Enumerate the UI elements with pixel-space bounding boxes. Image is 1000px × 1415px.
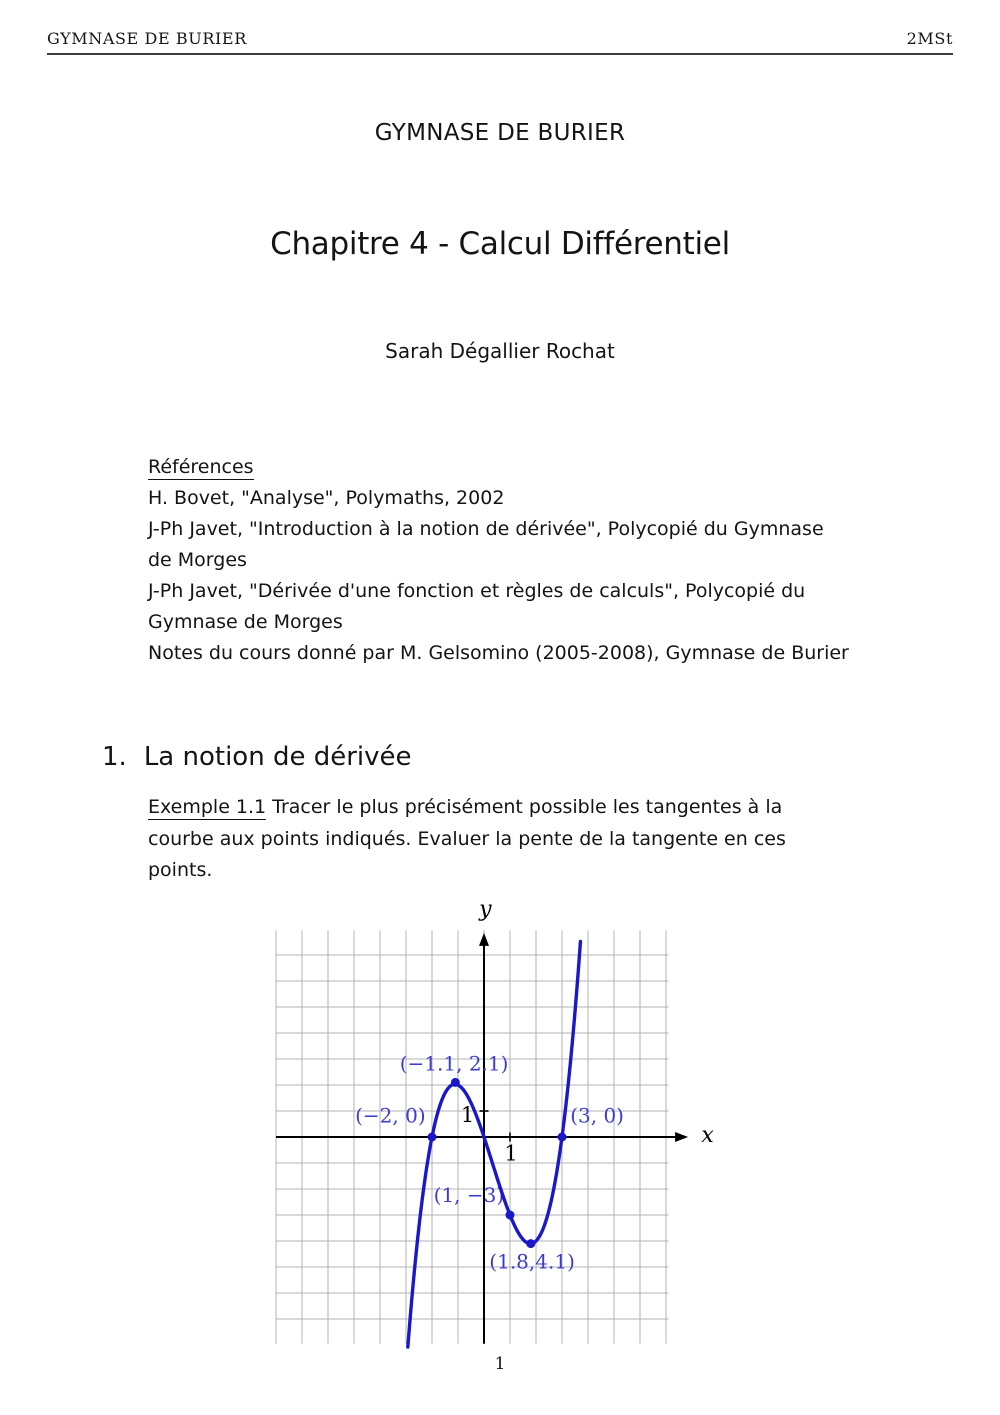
references-heading: Références: [148, 456, 254, 478]
reference-line: J-Ph Javet, "Dérivée d'une fonction et règles de calculs", Polycopié du: [148, 580, 806, 602]
header-rule: [47, 53, 953, 55]
reference-line: Notes du cours donné par M. Gelsomino (2005-2008), Gymnase de Burier: [148, 642, 849, 664]
curve-point: [558, 1133, 567, 1142]
tick-label: 1: [504, 1141, 518, 1166]
page-title: Chapitre 4 - Calcul Différentiel: [270, 226, 730, 262]
header-class-code: 2MSt: [906, 29, 953, 48]
reference-line: J-Ph Javet, "Introduction à la notion de dérivée", Polycopié du Gymnase: [148, 518, 824, 540]
y-axis-arrow: [479, 933, 489, 946]
curve-point: [506, 1211, 515, 1220]
reference-line: Gymnase de Morges: [148, 611, 343, 633]
section-heading: [102, 742, 412, 772]
y-axis-label: y: [479, 897, 492, 922]
section-number: 1.: [102, 742, 127, 772]
running-header: [47, 29, 953, 48]
figure-graph: [260, 895, 742, 1353]
x-axis-arrow: [675, 1132, 688, 1142]
x-axis-label: x: [701, 1123, 714, 1149]
curve-point: [428, 1133, 437, 1142]
page-number: 1: [494, 1354, 506, 1374]
function-curve: [408, 941, 581, 1347]
example-line: courbe aux points indiqués. Evaluer la pente de la tangente en ces: [148, 827, 786, 850]
curve-point: [451, 1078, 460, 1087]
example-line: Exemple 1.1 Tracer le plus précisément possible les tangentes à la: [148, 796, 783, 818]
reference-line: de Morges: [148, 549, 247, 571]
point-label: (−1.1, 2.1): [399, 1051, 509, 1076]
tick-label: 1: [460, 1102, 475, 1127]
point-label: (−2, 0): [355, 1103, 426, 1128]
point-label: (3, 0): [570, 1103, 624, 1128]
point-label: (1, −3): [433, 1183, 505, 1207]
author-name: Sarah Dégallier Rochat: [385, 339, 615, 363]
section-title: La notion de dérivée: [143, 742, 412, 772]
reference-line: H. Bovet, "Analyse", Polymaths, 2002: [148, 487, 505, 509]
example-block: [148, 792, 786, 887]
header-institution: GYMNASE DE BURIER: [47, 29, 247, 48]
point-label: (1.8,4.1): [489, 1249, 575, 1274]
curve-point: [526, 1239, 535, 1248]
example-line: points.: [148, 859, 213, 881]
institution-line: GYMNASE DE BURIER: [374, 120, 626, 146]
example-label: Exemple 1.1: [148, 796, 267, 818]
references-block: [148, 452, 849, 669]
